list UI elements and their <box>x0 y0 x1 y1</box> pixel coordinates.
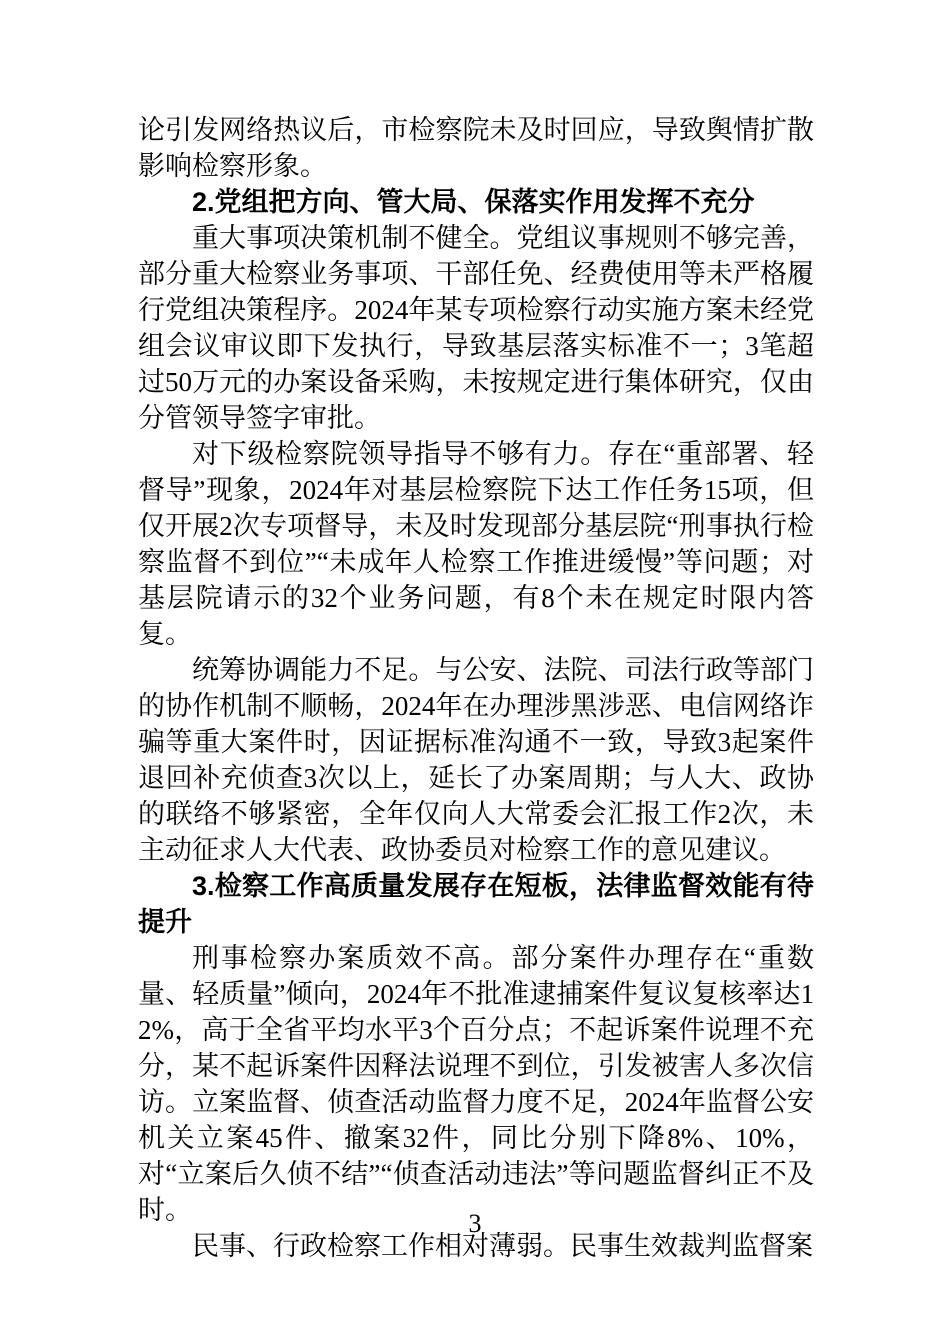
page-number: 3 <box>468 1209 482 1238</box>
paragraph: 重大事项决策机制不健全。党组议事规则不够完善，部分重大检察业务事项、干部任免、经费使用等未严格履行党组决策程序。2024年某专项检察行动实施方案未经党组会议审议即下发执行，导致基层落实标准不一；3笔超过50万元的办案设备采购，未按规定进行集体研究，仅由分管领导签字审批。 <box>138 223 814 433</box>
paragraph: 统筹协调能力不足。与公安、法院、司法行政等部门的协作机制不顺畅，2024年在办理涉黑涉恶、电信网络诈骗等重大案件时，因证据标准沟通不一致，导致3起案件退回补充侦查3次以上，延长了办案周期；与人大、政协的联络不够紧密，全年仅向人大常委会汇报工作2次，未主动征求人大代表、政协委员对检察工作的意见建议。 <box>138 655 814 865</box>
paragraph: 刑事检察办案质效不高。部分案件办理存在“重数量、轻质量”倾向，2024年不批准逮捕案件复议复核率达12%，高于全省平均水平3个百分点；不起诉案件说理不充分，某不起诉案件因释法说理不到位，引发被害人多次信访。立案监督、侦查活动监督力度不足，2024年监督公安机关立案45件、撤案32件，同比分别下降8%、10%，对“立案后久侦不结”“侦查活动违法”等问题监督纠正不及时。 <box>138 943 814 1225</box>
section-heading-3: 3.检察工作高质量发展存在短板，法律监督效能有待提升 <box>138 871 814 937</box>
paragraph: 对下级检察院领导指导不够有力。存在“重部署、轻督导”现象，2024年对基层检察院下达工作任务15项，但仅开展2次专项督导，未及时发现部分基层院“刑事执行检察监督不到位”“未成年人检察工作推进缓慢”等问题；对基层院请示的32个业务问题，有8个未在规定时限内答复。 <box>138 439 814 649</box>
paragraph-continuation: 论引发网络热议后，市检察院未及时回应，导致舆情扩散影响检察形象。 <box>138 115 814 181</box>
section-heading-2: 2.党组把方向、管大局、保落实作用发挥不充分 <box>192 187 755 217</box>
page-content <box>138 112 814 1264</box>
paragraph: 民事、行政检察工作相对薄弱。民事生效裁判监督案 <box>192 1231 813 1261</box>
